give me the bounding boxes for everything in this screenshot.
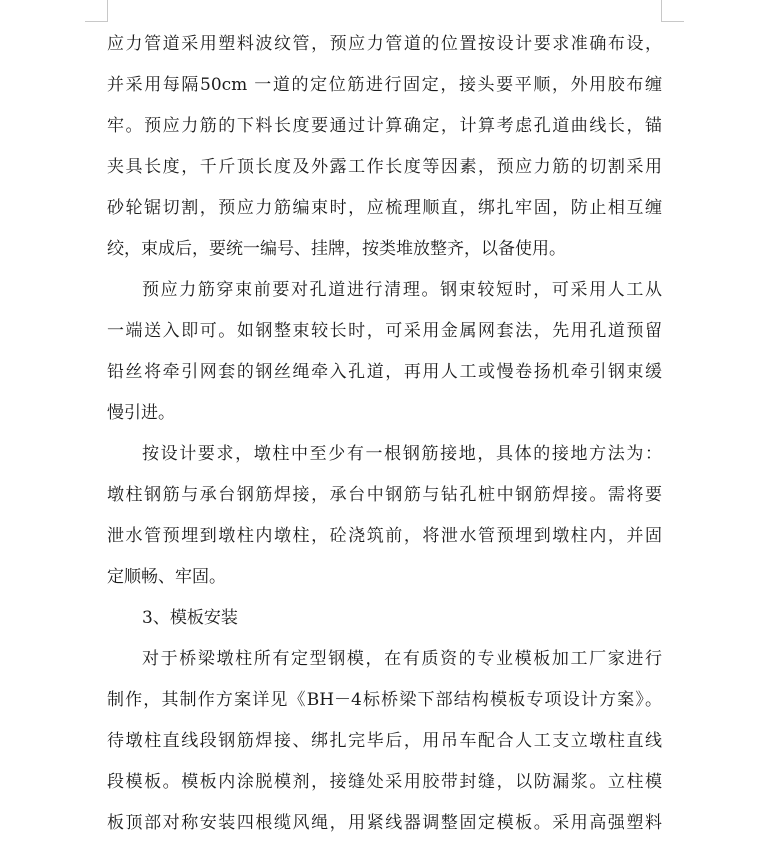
- text-line: 预应力筋穿束前要对孔道进行清理。钢束较短时，可采用人工从: [142, 280, 662, 300]
- text-line: 制作，其制作方案详见《BH－4标桥梁下部结构模板专项设计方案》。: [107, 690, 662, 710]
- text-line: 慢引进。: [107, 403, 175, 423]
- text-line: 绞，束成后，要统一编号、挂牌，按类堆放整齐，以备使用。: [107, 239, 566, 259]
- section-heading: [107, 598, 662, 639]
- text-line: 应力管道采用塑料波纹管，预应力管道的位置按设计要求准确布设，: [107, 34, 662, 54]
- text-line: 对于桥梁墩柱所有定型钢模，在有质资的专业模板加工厂家进行: [142, 649, 662, 669]
- paragraph: [107, 434, 662, 598]
- text-line: 按设计要求，墩柱中至少有一根钢筋接地，具体的接地方法为：: [142, 444, 662, 464]
- text-line: 板顶部对称安装四根缆风绳，用紧线器调整固定模板。采用高强塑料: [107, 813, 662, 833]
- text-line: 3、模板安装: [142, 608, 238, 628]
- text-line: 一端送入即可。如钢整束较长时，可采用金属网套法，先用孔道预留: [107, 321, 662, 341]
- text-line: 夹具长度，千斤顶长度及外露工作长度等因素，预应力筋的切割采用: [107, 157, 662, 177]
- text-line: 待墩柱直线段钢筋焊接、绑扎完毕后，用吊车配合人工支立墩柱直线: [107, 731, 662, 751]
- text-line: 牢。预应力筋的下料长度要通过计算确定，计算考虑孔道曲线长，锚: [107, 116, 662, 136]
- text-line: 泄水管预埋到墩柱内墩柱，砼浇筑前，将泄水管预埋到墩柱内，并固: [107, 526, 662, 546]
- text-line: 墩柱钢筋与承台钢筋焊接，承台中钢筋与钻孔桩中钢筋焊接。需将要: [107, 485, 662, 505]
- crop-mark-top-right: [661, 0, 684, 22]
- document-body: [107, 24, 662, 844]
- paragraph: [107, 270, 662, 434]
- text-line: 段模板。模板内涂脱模剂，接缝处采用胶带封缝，以防漏浆。立柱模: [107, 772, 662, 792]
- text-line: 定顺畅、牢固。: [107, 567, 226, 587]
- text-line: 铅丝将牵引网套的钢丝绳牵入孔道，再用人工或慢卷扬机牵引钢束缓: [107, 362, 662, 382]
- crop-mark-top-left: [85, 0, 108, 22]
- paragraph: [107, 639, 662, 844]
- text-line: 并采用每隔50cm 一道的定位筋进行固定，接头要平顺，外用胶布缠: [107, 75, 662, 95]
- text-line: 砂轮锯切割，预应力筋编束时，应梳理顺直，绑扎牢固，防止相互缠: [107, 198, 662, 218]
- paragraph: [107, 24, 662, 270]
